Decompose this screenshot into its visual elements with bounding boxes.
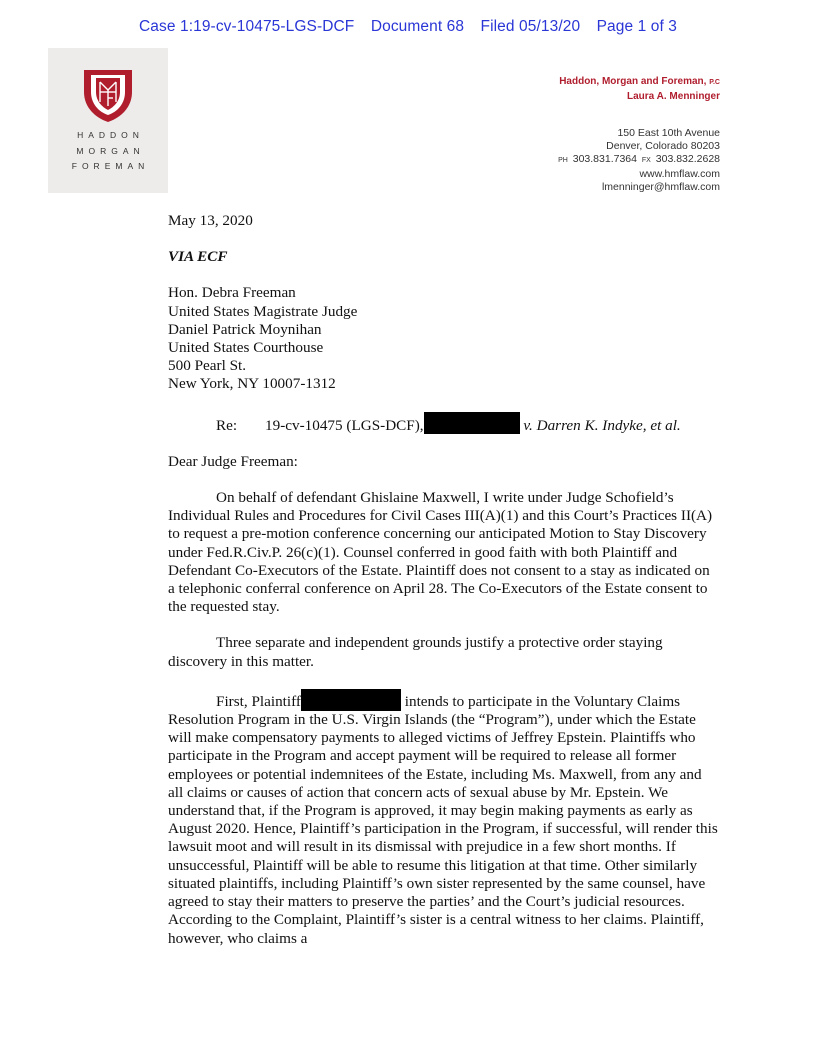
street-address: 150 East 10th Avenue: [617, 127, 720, 139]
paragraph: [168, 689, 720, 948]
recipient-line: Daniel Patrick Moynihan: [168, 320, 322, 338]
recipient-line: United States Magistrate Judge: [168, 302, 358, 320]
fax-label: FX: [641, 157, 651, 165]
salutation: Dear Judge Freeman:: [168, 452, 298, 470]
firm-address: [556, 127, 720, 194]
redaction-bar: [301, 689, 401, 711]
website-link[interactable]: www.hmflaw.com: [639, 167, 720, 180]
case-filing-header: [0, 18, 816, 36]
firm-logo: [48, 48, 168, 193]
letter-body: [168, 212, 720, 966]
paragraph-rest: intends to participate in the Voluntary Claims Resolution Program in the U.S. Virgin Islands (the “Program”), under which the Estate will make compensatory payments to alleged victims of Jeffrey Epstein. Plaintiffs who participate in the Program and accept payment will be required to release all former employees or potential indemnitees of the Estate, including Ms. Maxwell, from any and all claims or causes of action that concern acts of sexual abuse by Mr. Epstein. We understand that, if the Program is approved, it may begin making payments as early as August 2020. Hence, Plaintiff’s participation in the Program, if successful, will render this lawsuit moot and will result in its dismissal with prejudice in a few short months. If unsuccessful, Plaintiff will be able to resume this litigation at that time. Other similarly situated plaintiffs, including Plaintiff’s own sister represented by the same counsel, have agreed to stay their matters to preserve the parties’ and the Court’s judicial resources. According to the Complaint, Plaintiff’s sister is a central witness to her claims. Plaintiff, however, who claims a: [168, 692, 718, 947]
re-et-al: , et al.: [642, 416, 681, 434]
recipient-line: New York, NY 10007-1312: [168, 375, 336, 393]
recipient-line: 500 Pearl St.: [168, 357, 247, 375]
paragraph: On behalf of defendant Ghislaine Maxwell, I write under Judge Schofield’s Individual Rules and Procedures for Civil Cases III(A)(1) and this Court’s Practices II(A) to request a pre-motion conference concerning our anticipated Motion to Stay Discovery under Fed.R.Civ.P. 26(c)(1). Counsel conferred in good faith with both Plaintiff and Defendant Co-Executors of the Estate. Plaintiff does not consent to a stay as indicated on a telephonic conferral conference on April 28. The Co-Executors of the Estate consent to the requested stay.: [168, 489, 713, 616]
hmf-shield-logo-icon: [82, 66, 134, 124]
firm-name-line: [559, 75, 720, 90]
paragraph-start: First, Plaintiff: [216, 692, 301, 710]
recipient-address: [168, 284, 720, 393]
fax-number: 303.832.2628: [655, 153, 720, 166]
letter-date: May 13, 2020: [168, 212, 253, 229]
re-case-caption: v. Darren K. Indyke: [523, 416, 643, 434]
firm-suffix: P.C: [709, 79, 720, 86]
recipient-line: Hon. Debra Freeman: [168, 284, 296, 302]
email-link[interactable]: lmenninger@hmflaw.com: [601, 180, 720, 193]
firm-name: Haddon, Morgan and Foreman,: [559, 76, 707, 87]
attorney-name: Laura A. Menninger: [627, 91, 720, 102]
case-number: Case 1:19-cv-10475-LGS-DCF: [139, 18, 355, 35]
phone-label: PH: [558, 157, 568, 165]
document-number: Document 68: [370, 18, 465, 35]
firm-info: [559, 75, 720, 104]
redaction-bar: [424, 412, 520, 434]
recipient-line: United States Courthouse: [168, 339, 324, 357]
city-state-zip: Denver, Colorado 80203: [606, 140, 720, 153]
re-case-number: 19-cv-10475 (LGS-DCF),: [265, 416, 424, 434]
page-indicator: Page 1 of 3: [596, 18, 677, 35]
subject-line: [168, 412, 720, 435]
phone-fax-line: [556, 153, 720, 167]
filed-date: Filed 05/13/20: [480, 18, 581, 35]
re-label: Re:: [216, 416, 238, 434]
paragraph: Three separate and independent grounds justify a protective order staying discovery in this matter.: [168, 634, 663, 670]
phone-number: 303.831.7364: [572, 153, 637, 166]
logo-firm-name: [48, 128, 168, 175]
logo-name-line: MORGAN: [76, 145, 145, 156]
delivery-method: VIA ECF: [168, 248, 228, 266]
logo-name-line: HADDON: [77, 130, 144, 140]
logo-name-line: FOREMAN: [71, 161, 150, 171]
